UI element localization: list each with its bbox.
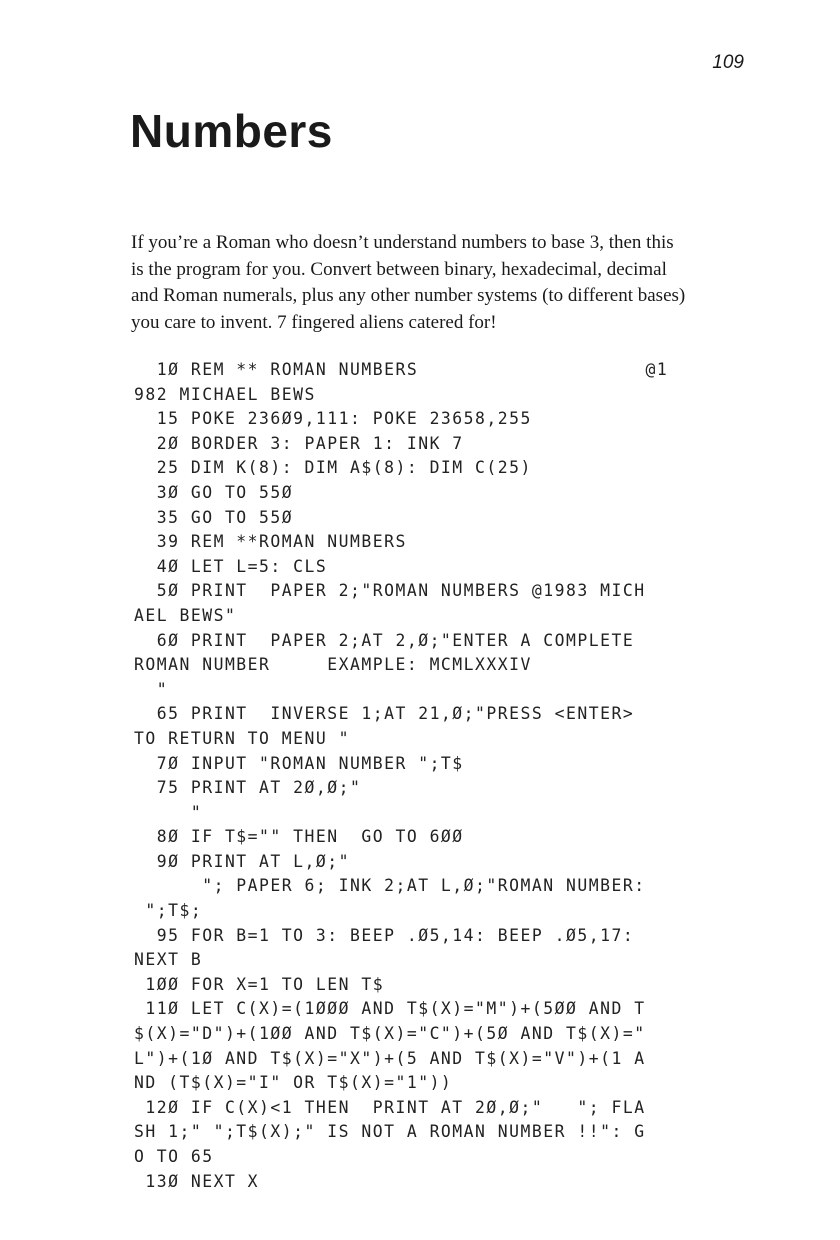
- code-line: "; PAPER 6; INK 2;AT L,Ø;"ROMAN NUMBER:: [134, 876, 646, 896]
- code-line: 9Ø PRINT AT L,Ø;": [134, 851, 350, 871]
- code-line: L")+(1Ø AND T$(X)="X")+(5 AND T$(X)="V")+(1 A: [134, 1048, 646, 1068]
- intro-line: and Roman numerals, plus any other number systems (to different bases): [131, 285, 686, 306]
- code-line: 1ØØ FOR X=1 TO LEN T$: [134, 974, 385, 994]
- code-line: 5Ø PRINT PAPER 2;"ROMAN NUMBERS @1983 MICH: [134, 581, 646, 601]
- code-line: 95 FOR B=1 TO 3: BEEP .Ø5,14: BEEP .Ø5,17:: [134, 925, 635, 945]
- intro-line: is the program for you. Convert between binary, hexadecimal, decimal: [131, 258, 667, 280]
- code-line: 1Ø REM ** ROMAN NUMBERS @1: [134, 360, 669, 379]
- page-number: 109: [712, 52, 744, 73]
- code-line: 25 DIM K(8): DIM A$(8): DIM C(25): [134, 458, 532, 478]
- code-line: $(X)="D")+(1ØØ AND T$(X)="C")+(5Ø AND T$(X)=": [134, 1024, 646, 1044]
- code-line: O TO 65: [134, 1147, 214, 1166]
- code-line: 11Ø LET C(X)=(1ØØØ AND T$(X)="M")+(5ØØ AND T: [134, 999, 646, 1019]
- code-line: 8Ø IF T$="" THEN GO TO 6ØØ: [134, 827, 464, 847]
- code-line: 4Ø LET L=5: CLS: [134, 556, 328, 576]
- program-listing: [134, 358, 764, 1194]
- code-line: 35 GO TO 55Ø: [134, 507, 294, 527]
- code-line: ";T$;: [134, 901, 203, 921]
- code-line: TO RETURN TO MENU ": [134, 728, 350, 748]
- code-line: 6Ø PRINT PAPER 2;AT 2,Ø;"ENTER A COMPLETE: [134, 630, 635, 650]
- intro-line: If you’re a Roman who doesn’t understand numbers to base 3, then this: [131, 232, 674, 253]
- code-line: 982 MICHAEL BEWS: [134, 384, 316, 404]
- code-line: 39 REM **ROMAN NUMBERS: [134, 532, 407, 552]
- code-line: NEXT B: [134, 950, 203, 970]
- code-line: 15 POKE 236Ø9,111: POKE 23658,255: [134, 409, 532, 429]
- code-line: ": [134, 679, 169, 699]
- code-line: 7Ø INPUT "ROMAN NUMBER ";T$: [134, 753, 464, 773]
- code-line: ROMAN NUMBER EXAMPLE: MCMLXXXIV: [134, 655, 532, 675]
- code-line: 12Ø IF C(X)<1 THEN PRINT AT 2Ø,Ø;" "; FLA: [134, 1097, 646, 1117]
- chapter-title: Numbers: [130, 105, 333, 157]
- code-line: 75 PRINT AT 2Ø,Ø;": [134, 778, 362, 798]
- code-line: 65 PRINT INVERSE 1;AT 21,Ø;"PRESS <ENTER>: [134, 704, 635, 724]
- code-line: 13Ø NEXT X: [134, 1171, 260, 1191]
- code-line: AEL BEWS": [134, 605, 237, 625]
- code-line: SH 1;" ";T$(X);" IS NOT A ROMAN NUMBER !!": G: [134, 1122, 646, 1142]
- code-line: ": [134, 802, 203, 822]
- code-line: 2Ø BORDER 3: PAPER 1: INK 7: [134, 433, 464, 453]
- intro-line: you care to invent. 7 fingered aliens catered for!: [131, 311, 497, 333]
- intro-paragraph: [131, 230, 771, 336]
- code-line: ND (T$(X)="I" OR T$(X)="1")): [134, 1073, 453, 1093]
- code-line: 3Ø GO TO 55Ø: [134, 482, 294, 502]
